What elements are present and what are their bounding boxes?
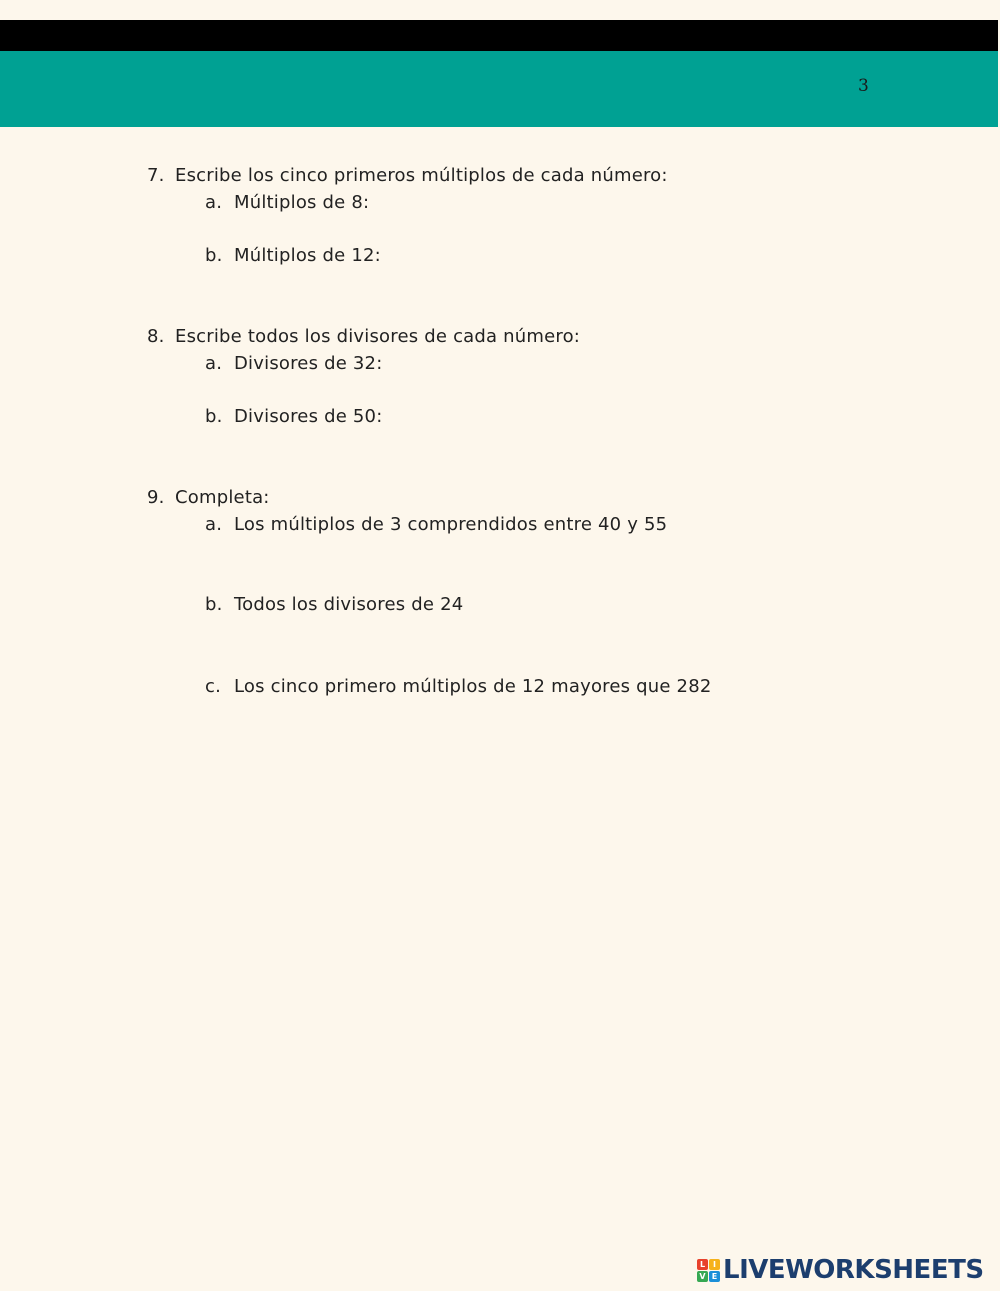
item-letter: a. (205, 353, 223, 374)
question-8a (205, 353, 382, 374)
question-9a (205, 514, 667, 535)
question-8b (205, 406, 382, 427)
item-text: Divisores de 32: (234, 353, 383, 374)
item-text: Múltiplos de 8: (234, 192, 370, 213)
question-7 (147, 165, 668, 186)
question-number: 7. (147, 165, 165, 186)
logo-letter: E (709, 1271, 720, 1282)
item-text: Múltiplos de 12: (234, 245, 381, 266)
question-text: Escribe los cinco primeros múltiplos de cada número: (175, 165, 668, 186)
item-letter: a. (205, 192, 223, 213)
item-letter: b. (205, 406, 223, 427)
logo-letter: L (697, 1259, 708, 1270)
item-letter: a. (205, 514, 223, 535)
question-9b (205, 594, 463, 615)
question-number: 9. (147, 487, 165, 508)
question-9c (205, 676, 712, 697)
logo-letter: I (709, 1259, 720, 1270)
item-text: Divisores de 50: (234, 406, 383, 427)
question-9 (147, 487, 270, 508)
logo-letter: V (697, 1271, 708, 1282)
item-text: Los múltiplos de 3 comprendidos entre 40 y 55 (234, 514, 668, 535)
liveworksheets-logo[interactable] (697, 1255, 984, 1285)
question-number: 8. (147, 326, 165, 347)
item-text: Todos los divisores de 24 (234, 594, 464, 615)
item-text: Los cinco primero múltiplos de 12 mayores que 282 (234, 676, 712, 697)
item-letter: b. (205, 245, 223, 266)
item-letter: c. (205, 676, 222, 697)
header-band (0, 51, 998, 127)
question-7b (205, 245, 381, 266)
question-7a (205, 192, 369, 213)
logo-mark-icon (697, 1259, 720, 1282)
item-letter: b. (205, 594, 223, 615)
question-text: Escribe todos los divisores de cada número: (175, 326, 581, 347)
logo-text: LIVEWORKSHEETS (723, 1255, 984, 1285)
question-8 (147, 326, 580, 347)
page-number: 3 (858, 76, 869, 96)
top-black-strip (0, 20, 998, 51)
question-text: Completa: (175, 487, 270, 508)
